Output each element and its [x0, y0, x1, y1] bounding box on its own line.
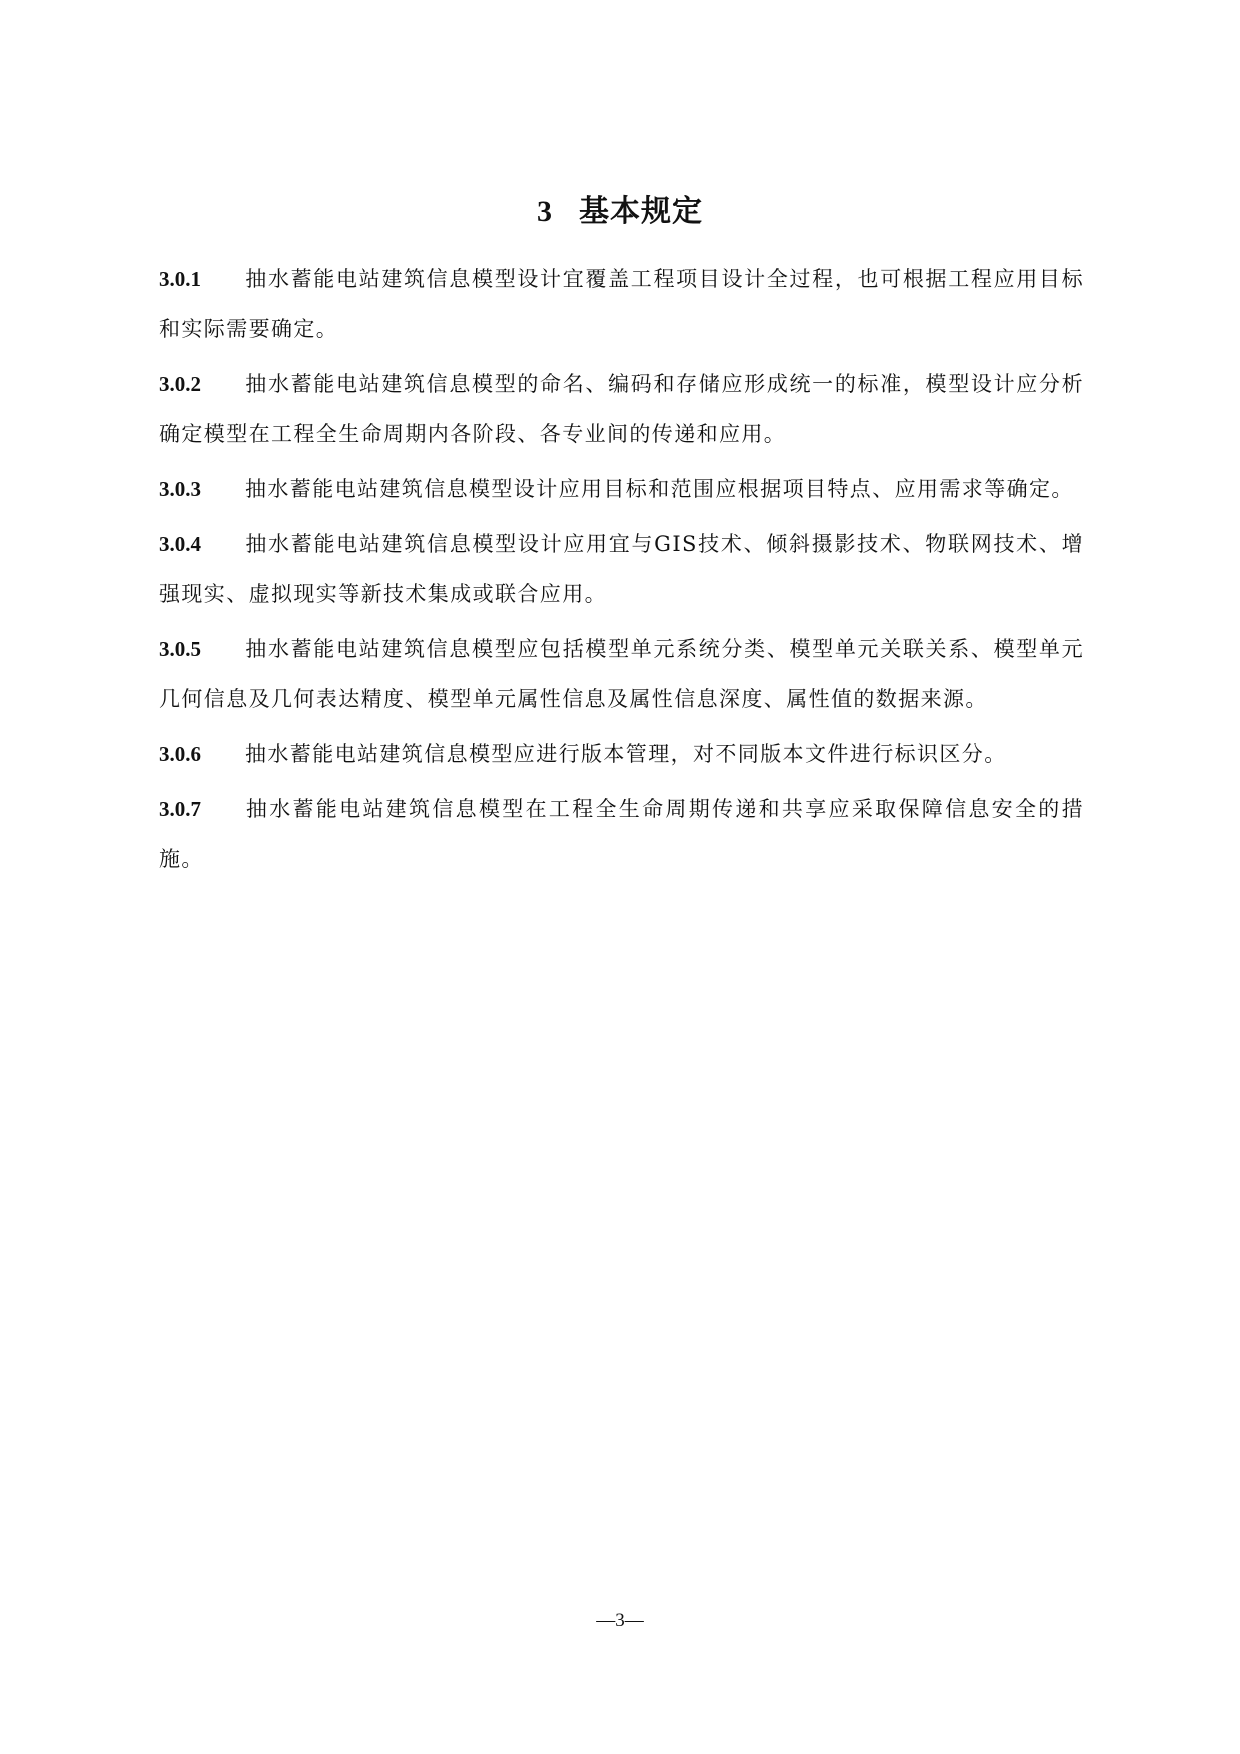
- clause-text: 抽水蓄能电站建筑信息模型设计应用目标和范围应根据项目特点、应用需求等确定。: [245, 477, 1074, 501]
- clause-number: 3.0.6: [159, 742, 201, 766]
- clause-text: 抽水蓄能电站建筑信息模型设计应用宜与GIS技术、倾斜摄影技术、物联网技术、增强现实、虚拟现实等新技术集成或联合应用。: [159, 532, 1084, 606]
- clause-3-0-5: [159, 624, 1084, 724]
- clause-number: 3.0.7: [159, 797, 201, 821]
- clause-text: 抽水蓄能电站建筑信息模型在工程全生命周期传递和共享应采取保障信息安全的措施。: [159, 797, 1084, 871]
- clause-number: 3.0.4: [159, 532, 201, 556]
- clause-3-0-1: [159, 254, 1084, 354]
- clause-number: 3.0.1: [159, 267, 201, 291]
- clause-number: 3.0.2: [159, 372, 201, 396]
- page-number: —3—: [596, 1610, 644, 1631]
- clause-text: 抽水蓄能电站建筑信息模型的命名、编码和存储应形成统一的标准，模型设计应分析确定模型在工程全生命周期内各阶段、各专业间的传递和应用。: [159, 372, 1084, 446]
- clause-3-0-2: [159, 359, 1084, 459]
- clause-number: 3.0.5: [159, 637, 201, 661]
- clause-text: 抽水蓄能电站建筑信息模型应包括模型单元系统分类、模型单元关联关系、模型单元几何信息及几何表达精度、模型单元属性信息及属性信息深度、属性值的数据来源。: [159, 637, 1084, 711]
- clause-3-0-6: [159, 729, 1084, 779]
- clause-3-0-7: [159, 784, 1084, 884]
- clause-list: [159, 254, 1084, 889]
- clause-text: 抽水蓄能电站建筑信息模型设计宜覆盖工程项目设计全过程，也可根据工程应用目标和实际需要确定。: [159, 267, 1084, 341]
- clause-3-0-4: [159, 519, 1084, 619]
- chapter-number: 3: [537, 195, 553, 228]
- chapter-heading: [0, 190, 1240, 234]
- chapter-title: 基本规定: [579, 194, 703, 229]
- clause-number: 3.0.3: [159, 477, 201, 501]
- clause-3-0-3: [159, 464, 1084, 514]
- clause-text: 抽水蓄能电站建筑信息模型应进行版本管理，对不同版本文件进行标识区分。: [245, 742, 1007, 766]
